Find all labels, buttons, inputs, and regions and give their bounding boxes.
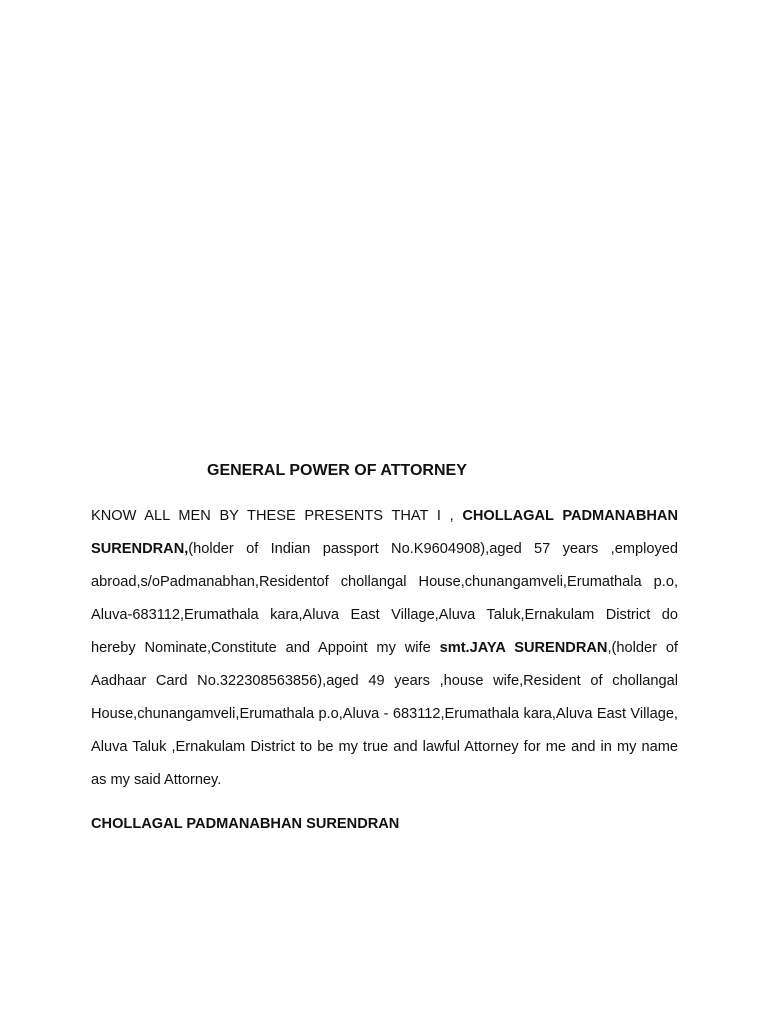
signature-name: CHOLLAGAL PADMANABHAN SURENDRAN [91,816,400,832]
principal-details: (holder of Indian passport No.K9604908),aged 57 years ,employed abroad,s/oPadmanabhan,Residentof chollangal House,chunangamveli,Erumathala p.o, Aluva-683112,Erumathala kara,Aluva East Village,Aluva Taluk,Ernakulam District do hereby Nominate,Constitute and Appoint my wife [91,541,678,656]
attorney-details: ,(holder of Aadhaar Card No.322308563856),aged 49 years ,house wife,Resident of chollangal House,chunangamveli,Erumathala p.o,Aluva - 683112,Erumathala kara,Aluva East Village, Aluva Taluk ,Ernakulam District to be my true and lawful Attorney for me and in my name as my said Attorney. [91,640,678,788]
document-title: GENERAL POWER OF ATTORNEY [207,462,467,479]
body-paragraph [91,500,678,797]
principal-name: CHOLLAGAL PADMANABHAN SURENDRAN, [91,508,678,557]
attorney-name: smt.JAYA SURENDRAN [439,640,608,656]
intro-text: KNOW ALL MEN BY THESE PRESENTS THAT I , [91,508,463,524]
